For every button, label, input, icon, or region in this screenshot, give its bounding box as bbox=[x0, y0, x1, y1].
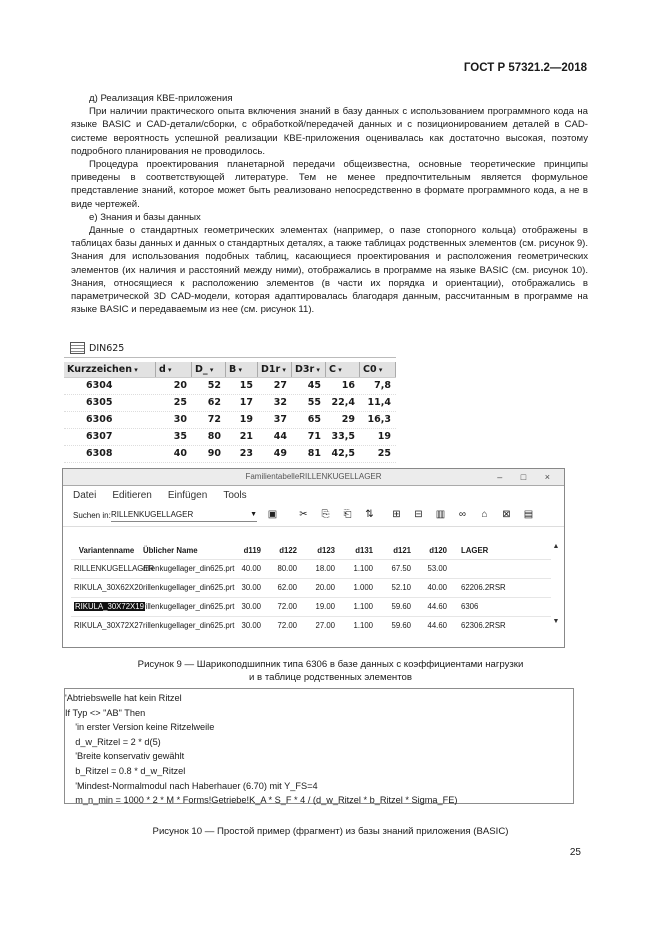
vertical-scrollbar[interactable] bbox=[552, 543, 560, 639]
table-cell[interactable]: 25 bbox=[377, 448, 391, 459]
table-cell[interactable]: 18.00 bbox=[315, 564, 335, 573]
column-header[interactable]: C ▾ bbox=[326, 362, 360, 377]
table-cell[interactable]: 67.50 bbox=[391, 564, 411, 573]
table-cell[interactable]: rillenkugellager_din625.prt bbox=[143, 583, 235, 592]
table-cell[interactable]: 20.00 bbox=[315, 583, 335, 592]
table-cell[interactable]: 62 bbox=[207, 397, 221, 408]
table-cell[interactable]: 16,3 bbox=[367, 414, 391, 425]
code-line: 'in erster Version keine Ritzelweile bbox=[65, 722, 215, 733]
column-header[interactable]: d ▾ bbox=[156, 362, 192, 377]
table-cell[interactable]: 20 bbox=[173, 380, 187, 391]
menu-item-tools[interactable]: Tools bbox=[223, 489, 247, 501]
table-cell[interactable]: 17 bbox=[239, 397, 253, 408]
table-header-row bbox=[64, 362, 396, 378]
table-title-bar bbox=[64, 339, 396, 358]
basic-code-listing bbox=[64, 688, 574, 804]
table-cell[interactable]: 29 bbox=[341, 414, 355, 425]
paragraph: Данные о стандартных геометрических элементах (например, о пазе стопорного кольца) отображены в таблицах базы данных и данных о стандартных деталях, а также таблицах родственных элементов (см. рисунок 9). Знания для использования подобных таблиц, касающиеся проектирования и расположения геометрических элементов (их наличия и расстояний между ними), отображались в программе на языке BASIC (см. рисунок 10). Знания, относящиеся к расположению элементов (в части их порядка и ориентации), отображались в параметрической 3D CAD-модели, которая адаптировалась благодаря данным, рассчитанным в программе на языке BASIC и передаваемым из нее (см. рисунок 11). bbox=[71, 225, 589, 316]
code-line: 'Abtriebswelle hat kein Ritzel bbox=[65, 693, 182, 703]
table-row[interactable] bbox=[64, 412, 396, 429]
table-cell[interactable]: 40.00 bbox=[427, 583, 447, 592]
table-cell[interactable]: 81 bbox=[307, 448, 321, 459]
table-row[interactable] bbox=[71, 578, 551, 597]
table-cell[interactable]: 62.00 bbox=[277, 583, 297, 592]
scroll-down-icon[interactable]: ▼ bbox=[552, 618, 560, 625]
verify-icon[interactable]: ⊠ bbox=[502, 509, 511, 520]
column-header[interactable]: LAGER bbox=[461, 546, 489, 555]
figure-10-caption: Рисунок 10 — Простой пример (фрагмент) из базы знаний приложения (BASIC) bbox=[152, 826, 509, 837]
paragraph: Процедура проектирования планетарной передачи общеизвестна, основные теоретические принципы приведены в соответствующей литературе. Тем не менее предпочтительным является формульное представление знаний, которое может быть реализовано непосредственно в формате программного кода, а не в виде чертежей. bbox=[71, 159, 588, 210]
table-cell[interactable]: 30.00 bbox=[241, 602, 261, 611]
code-line: d_w_Ritzel = 2 * d(5) bbox=[65, 736, 161, 747]
table-cell[interactable]: rillenkugellager_din625.prt bbox=[143, 564, 235, 573]
menu-item-datei[interactable]: Datei bbox=[73, 489, 97, 501]
table-cell[interactable]: 1.100 bbox=[353, 564, 373, 573]
lock-icon[interactable]: ⌂ bbox=[481, 509, 488, 520]
table-cell[interactable]: 33,5 bbox=[331, 431, 355, 442]
caption-line: Рисунок 9 — Шарикоподшипник типа 6306 в базе данных с коэффициентами нагрузки bbox=[137, 659, 524, 670]
column-header[interactable]: d131 bbox=[355, 546, 373, 555]
table-cell[interactable]: 53.00 bbox=[427, 564, 447, 573]
code-line: 'Mindest-Normalmodul nach Haberhauer (6.70) mit Y_FS=4 bbox=[65, 780, 318, 791]
column-header[interactable]: B ▾ bbox=[226, 362, 258, 377]
table-cell[interactable]: 80.00 bbox=[277, 564, 297, 573]
column-header[interactable]: d122 bbox=[279, 546, 297, 555]
table-cell[interactable]: 1.100 bbox=[353, 621, 373, 630]
column-header[interactable]: d120 bbox=[429, 546, 447, 555]
table-cell[interactable]: 90 bbox=[207, 448, 221, 459]
scroll-up-icon[interactable]: ▲ bbox=[552, 543, 560, 550]
column-header[interactable]: Kurzzeichen ▾ bbox=[64, 362, 156, 377]
table-cell[interactable]: 27 bbox=[273, 380, 287, 391]
code-line: m_n_min = 1000 * 2 * M * Forms!Getriebe!K_A * S_F * 4 / (d_w_Ritzel * b_Ritzel * Sigma_FE) bbox=[65, 795, 458, 806]
table-cell[interactable]: 35 bbox=[173, 431, 187, 442]
variant-name-text: RILLENKUGELLAGER bbox=[74, 564, 155, 573]
table-cell[interactable]: 25 bbox=[173, 397, 187, 408]
family-table-window bbox=[62, 468, 565, 648]
family-table-grid bbox=[71, 543, 551, 635]
cut-icon[interactable]: ✂ bbox=[299, 509, 308, 520]
table-cell[interactable]: 49 bbox=[273, 448, 287, 459]
variant-name-text: RIKULA_30X72X27 bbox=[74, 621, 143, 630]
table-cell[interactable]: 21 bbox=[239, 431, 253, 442]
table-cell[interactable]: 59.60 bbox=[391, 621, 411, 630]
table-cell[interactable]: 1.100 bbox=[353, 602, 373, 611]
body-text bbox=[71, 92, 588, 316]
column-header[interactable]: Variantenname bbox=[78, 546, 135, 555]
column-header[interactable]: D3r ▾ bbox=[292, 362, 326, 377]
section-e-heading: е) Знания и базы данных bbox=[89, 211, 201, 223]
find-icon[interactable]: ▣ bbox=[267, 509, 278, 520]
section-d-heading: д) Реализация КВЕ-приложения bbox=[89, 93, 233, 104]
table-cell[interactable]: 52 bbox=[207, 380, 221, 391]
grid-icon[interactable]: ▤ bbox=[523, 509, 534, 520]
table-cell[interactable]: 42,5 bbox=[331, 448, 355, 459]
preview-icon[interactable]: ∞ bbox=[458, 509, 467, 520]
window-title-bar bbox=[63, 469, 564, 486]
search-in-label: Suchen in: bbox=[73, 510, 111, 520]
code-line: If Typ <> "AB" Then bbox=[65, 707, 146, 718]
bearing-designation-cell[interactable]: 6308 bbox=[86, 448, 113, 459]
table-cell[interactable] bbox=[449, 560, 511, 578]
table-cell[interactable]: 62206.2RSR bbox=[461, 583, 506, 592]
variant-name-cell[interactable] bbox=[71, 598, 144, 616]
table-cell[interactable]: 71 bbox=[307, 431, 321, 442]
table-cell[interactable]: rillenkugellager_din625.prt bbox=[143, 621, 235, 630]
table-cell[interactable]: 45 bbox=[307, 380, 321, 391]
table-cell[interactable]: 44 bbox=[273, 431, 287, 442]
scroll-track[interactable] bbox=[552, 550, 560, 618]
table-cell[interactable]: 27.00 bbox=[315, 621, 335, 630]
table-cell[interactable]: 6306 bbox=[461, 602, 479, 611]
table-cell[interactable]: 72.00 bbox=[277, 621, 297, 630]
table-cell[interactable]: 15 bbox=[239, 380, 253, 391]
table-cell[interactable]: 72 bbox=[207, 414, 221, 425]
menu-bar bbox=[63, 486, 564, 504]
table-cell[interactable]: 19 bbox=[377, 431, 391, 442]
table-cell[interactable]: 37 bbox=[273, 414, 287, 425]
table-row[interactable] bbox=[64, 395, 396, 412]
insert-column-icon[interactable]: ⊟ bbox=[414, 509, 423, 520]
table-cell[interactable]: 40.00 bbox=[241, 564, 261, 573]
bearing-designation-cell[interactable]: 6305 bbox=[86, 397, 113, 408]
table-cell[interactable]: 44.60 bbox=[427, 621, 447, 630]
table-cell[interactable]: 55 bbox=[307, 397, 321, 408]
column-header[interactable]: d123 bbox=[317, 546, 335, 555]
menu-item-einfuegen[interactable]: Einfügen bbox=[167, 489, 208, 501]
table-cell[interactable]: 72.00 bbox=[277, 602, 297, 611]
table-cell[interactable]: 1.000 bbox=[353, 583, 373, 592]
table-cell[interactable]: 62306.2RSR bbox=[461, 621, 506, 630]
page-number: 25 bbox=[569, 847, 581, 858]
table-cell[interactable]: 23 bbox=[239, 448, 253, 459]
variant-name-cell[interactable] bbox=[71, 560, 155, 578]
column-header[interactable]: d121 bbox=[393, 546, 411, 555]
table-cell[interactable]: 59.60 bbox=[391, 602, 411, 611]
table-cell[interactable]: 16 bbox=[341, 380, 355, 391]
table-row[interactable] bbox=[64, 429, 396, 446]
table-cell[interactable]: 40 bbox=[173, 448, 187, 459]
toolbar bbox=[63, 504, 564, 527]
copy-icon[interactable]: ⎘ bbox=[321, 509, 330, 520]
figure-9-caption bbox=[0, 659, 661, 684]
paste-icon[interactable]: ⎗ bbox=[343, 509, 352, 520]
table-cell[interactable]: 30.00 bbox=[241, 583, 261, 592]
paragraph: При наличии практического опыта включения знаний в базу данных с использованием программного кода на языке BASIC и CAD-детали/сборки, с обработкой/передачей данных и с позиционированием деталей в CAD-системе вероятность успешной реализации КВЕ-приложения оценивалась как достаточно высокая, поэтому подробного планирования не проводилось. bbox=[71, 106, 588, 157]
insert-row-icon[interactable]: ⊞ bbox=[392, 509, 401, 520]
column-header[interactable]: D_ ▾ bbox=[192, 362, 226, 377]
code-line: 'Breite konservativ gewählt bbox=[65, 751, 185, 762]
table-cell[interactable]: 22,4 bbox=[331, 397, 355, 408]
menu-item-editieren[interactable]: Editieren bbox=[112, 489, 152, 501]
table-row[interactable] bbox=[64, 446, 396, 463]
variant-name-cell[interactable] bbox=[71, 617, 143, 635]
table-cell[interactable]: 19 bbox=[239, 414, 253, 425]
table-cell[interactable]: 65 bbox=[307, 414, 321, 425]
table-cell[interactable]: 30.00 bbox=[241, 621, 261, 630]
table-name: DIN625 bbox=[89, 342, 125, 354]
document-id: ГОСТ Р 57321.2—2018 bbox=[463, 62, 587, 74]
bearing-designation-cell[interactable]: 6304 bbox=[86, 380, 113, 391]
table-row[interactable] bbox=[71, 597, 551, 616]
table-icon[interactable]: ▥ bbox=[435, 509, 446, 520]
column-header[interactable]: C0 ▾ bbox=[360, 362, 396, 377]
window-title: FamilientabelleRILLENKUGELLAGER bbox=[245, 472, 382, 481]
bearing-designation-cell[interactable]: 6306 bbox=[86, 414, 113, 425]
variant-name-cell[interactable] bbox=[71, 579, 143, 597]
table-row[interactable] bbox=[71, 616, 551, 635]
column-header[interactable]: d119 bbox=[243, 546, 261, 555]
table-cell[interactable]: 19.00 bbox=[315, 602, 335, 611]
table-cell[interactable]: 52.10 bbox=[391, 583, 411, 592]
variant-name-text: RIKULA_30X72X19 bbox=[75, 602, 144, 611]
column-header[interactable]: D1r ▾ bbox=[258, 362, 292, 377]
table-cell[interactable]: 32 bbox=[273, 397, 287, 408]
bearing-designation-cell[interactable]: 6307 bbox=[86, 431, 113, 442]
table-cell[interactable]: 11,4 bbox=[367, 397, 391, 408]
search-in-select[interactable]: RILLENKUGELLAGER ▼ bbox=[111, 509, 257, 522]
column-header[interactable]: Üblicher Name bbox=[143, 546, 198, 555]
database-table-din625 bbox=[64, 339, 396, 461]
caption-line: и в таблице родственных элементов bbox=[249, 671, 412, 683]
table-cell[interactable]: 30 bbox=[173, 414, 187, 425]
table-cell[interactable]: 80 bbox=[207, 431, 221, 442]
code-line: b_Ritzel = 0.8 * d_w_Ritzel bbox=[65, 765, 186, 776]
variant-name-text: RIKULA_30X62X20 bbox=[74, 583, 143, 592]
table-cell[interactable]: 44.60 bbox=[427, 602, 447, 611]
table-row[interactable] bbox=[71, 559, 551, 578]
window-controls[interactable]: – □ × bbox=[497, 472, 558, 482]
table-row[interactable] bbox=[64, 378, 396, 395]
table-icon bbox=[70, 342, 85, 354]
sort-icon[interactable]: ⇅ bbox=[365, 509, 374, 520]
table-cell[interactable]: 7,8 bbox=[374, 380, 391, 391]
table-cell[interactable]: rillenkugellager_din625.prt bbox=[143, 602, 235, 611]
grid-header-row bbox=[71, 543, 551, 559]
